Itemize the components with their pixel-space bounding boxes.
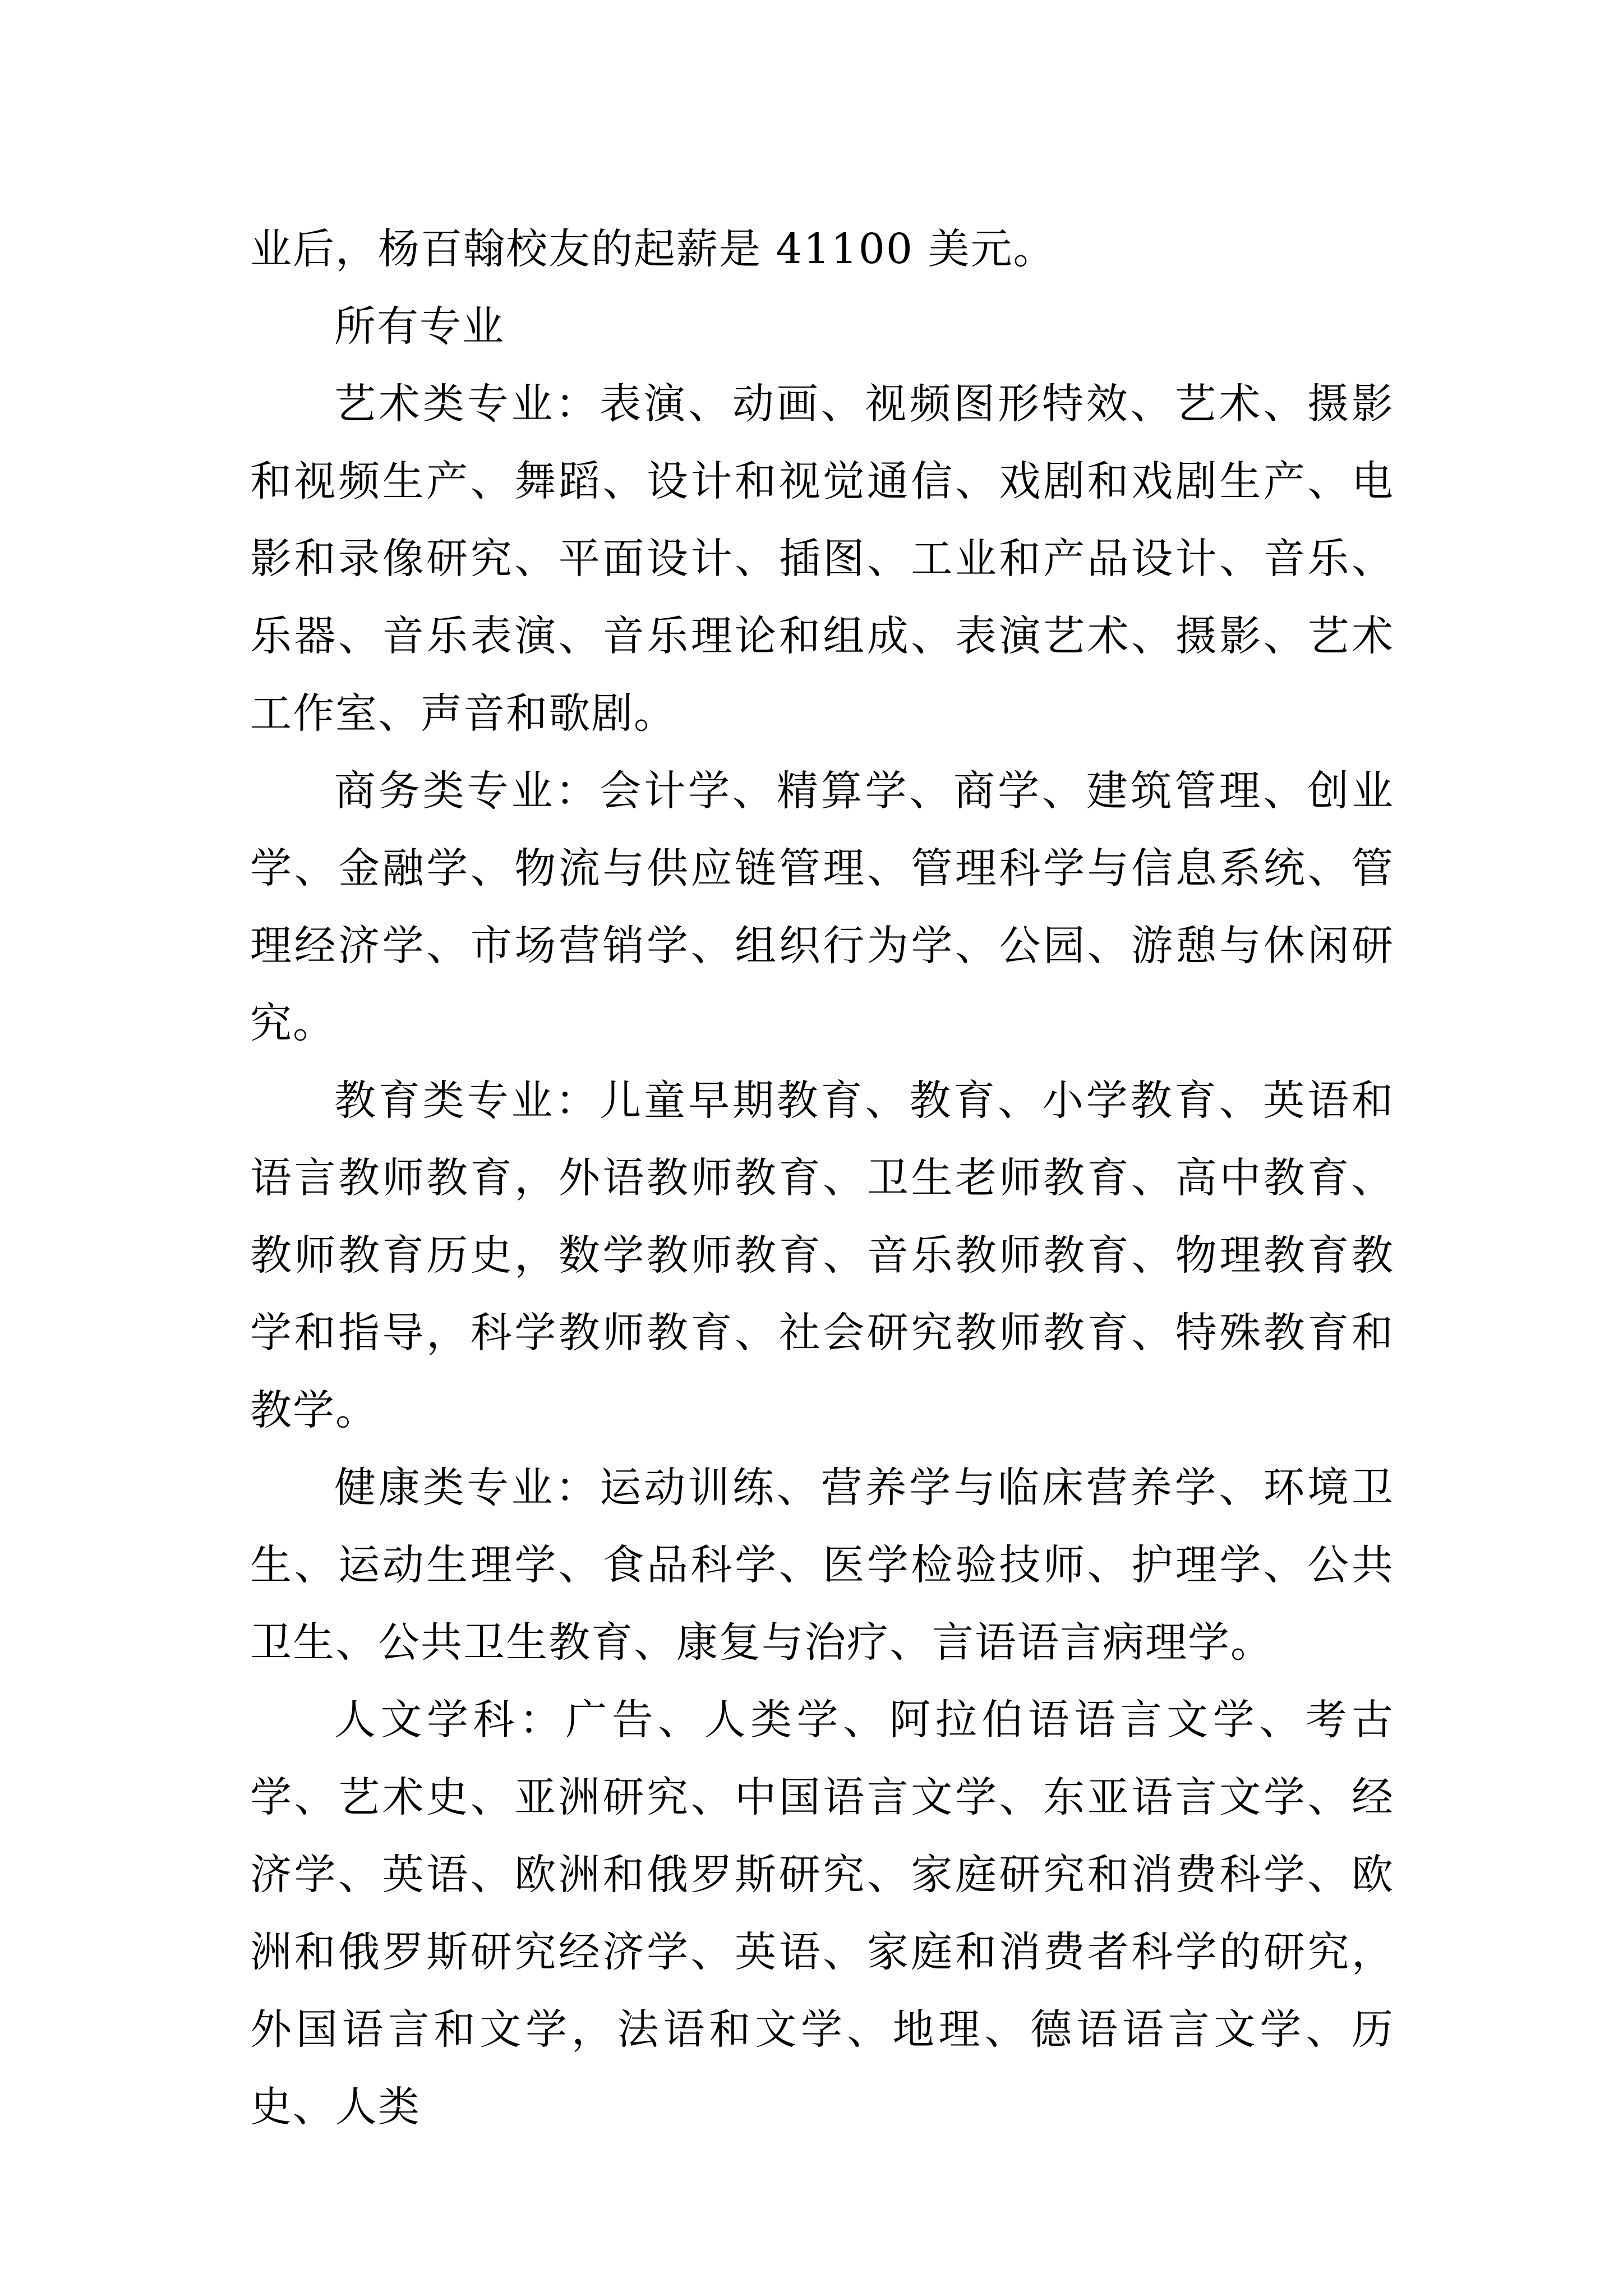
paragraph-humanities: 人文学科：广告、人类学、阿拉伯语语言文学、考古学、艺术史、亚洲研究、中国语言文学、东亚语言文学、经济学、英语、欧洲和俄罗斯研究、家庭研究和消费科学、欧洲和俄罗斯研究经济学、英语、家庭和消费者科学的研究，外国语言和文学，法语和文学、地理、德语语言文学、历史、人类	[250, 1696, 1394, 2131]
paragraph-education-majors: 教育类专业：儿童早期教育、教育、小学教育、英语和语言教师教育，外语教师教育、卫生老师教育、高中教育、教师教育历史，数学教师教育、音乐教师教育、物理教育教学和指导，科学教师教育、社会研究教师教育、特殊教育和教学。	[250, 1076, 1394, 1434]
paragraph-health-majors: 健康类专业：运动训练、营养学与临床营养学、环境卫生、运动生理学、食品科学、医学检验技师、护理学、公共卫生、公共卫生教育、康复与治疗、言语语言病理学。	[250, 1464, 1394, 1667]
paragraph-continuation: 业后，杨百翰校友的起薪是 41100 美元。	[250, 225, 1056, 273]
paragraph-arts-majors: 艺术类专业：表演、动画、视频图形特效、艺术、摄影和视频生产、舞蹈、设计和视觉通信、戏剧和戏剧生产、电影和录像研究、平面设计、插图、工业和产品设计、音乐、乐器、音乐表演、音乐理论和组成、表演艺术、摄影、艺术工作室、声音和歌剧。	[250, 380, 1394, 738]
paragraph-business-majors: 商务类专业：会计学、精算学、商学、建筑管理、创业学、金融学、物流与供应链管理、管理科学与信息系统、管理经济学、市场营销学、组织行为学、公园、游憩与休闲研究。	[250, 767, 1394, 1047]
document-body	[250, 210, 1394, 2146]
heading-all-majors: 所有专业	[334, 302, 505, 351]
